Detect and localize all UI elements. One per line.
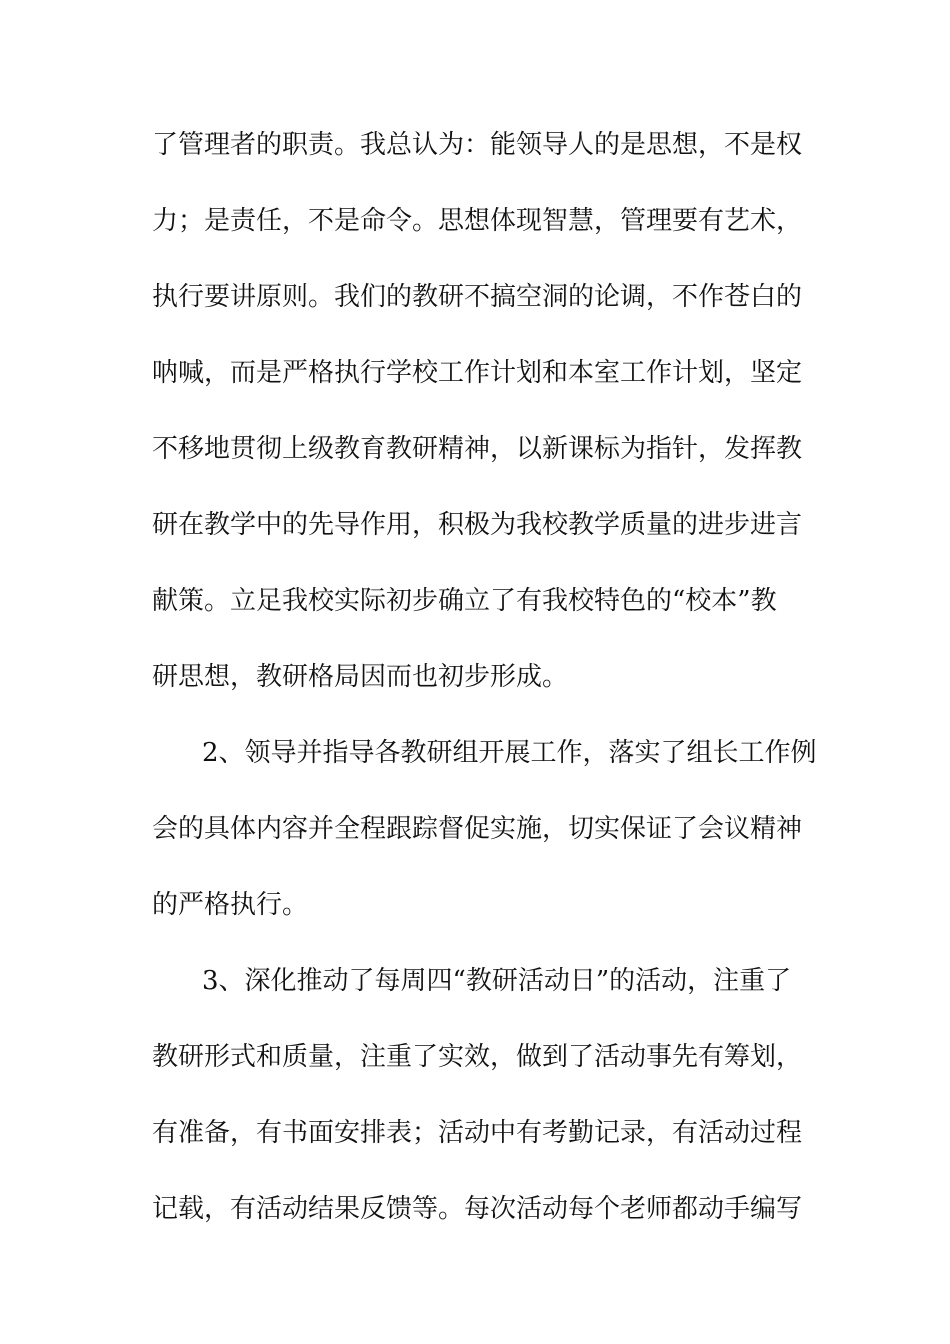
paragraph-start-line: 2、领导并指导各教研组开展工作，落实了组长工作例	[202, 738, 817, 768]
text-line: 不移地贯彻上级教育教研精神，以新课标为指针，发挥教	[152, 434, 803, 464]
text-line: 教研形式和质量，注重了实效，做到了活动事先有筹划，	[152, 1042, 803, 1072]
text-line: 记载，有活动结果反馈等。每次活动每个老师都动手编写	[152, 1194, 803, 1224]
paragraph-start-line: 3、深化推动了每周四“教研活动日”的活动，注重了	[202, 966, 792, 996]
text-line: 研在教学中的先导作用，积极为我校教学质量的进步进言	[152, 510, 803, 540]
text-line: 呐喊，而是严格执行学校工作计划和本室工作计划，坚定	[152, 358, 803, 388]
text-line: 执行要讲原则。我们的教研不搞空洞的论调，不作苍白的	[152, 282, 803, 312]
text-line: 的严格执行。	[152, 890, 309, 920]
text-line: 献策。立足我校实际初步确立了有我校特色的“校本”教	[152, 586, 777, 616]
text-line: 力；是责任，不是命令。思想体现智慧，管理要有艺术，	[152, 206, 803, 236]
text-line: 会的具体内容并全程跟踪督促实施，切实保证了会议精神	[152, 814, 803, 844]
text-line: 有准备，有书面安排表；活动中有考勤记录，有活动过程	[152, 1118, 803, 1148]
text-line: 了管理者的职责。我总认为：能领导人的是思想，不是权	[152, 130, 803, 160]
text-line: 研思想，教研格局因而也初步形成。	[152, 662, 569, 692]
